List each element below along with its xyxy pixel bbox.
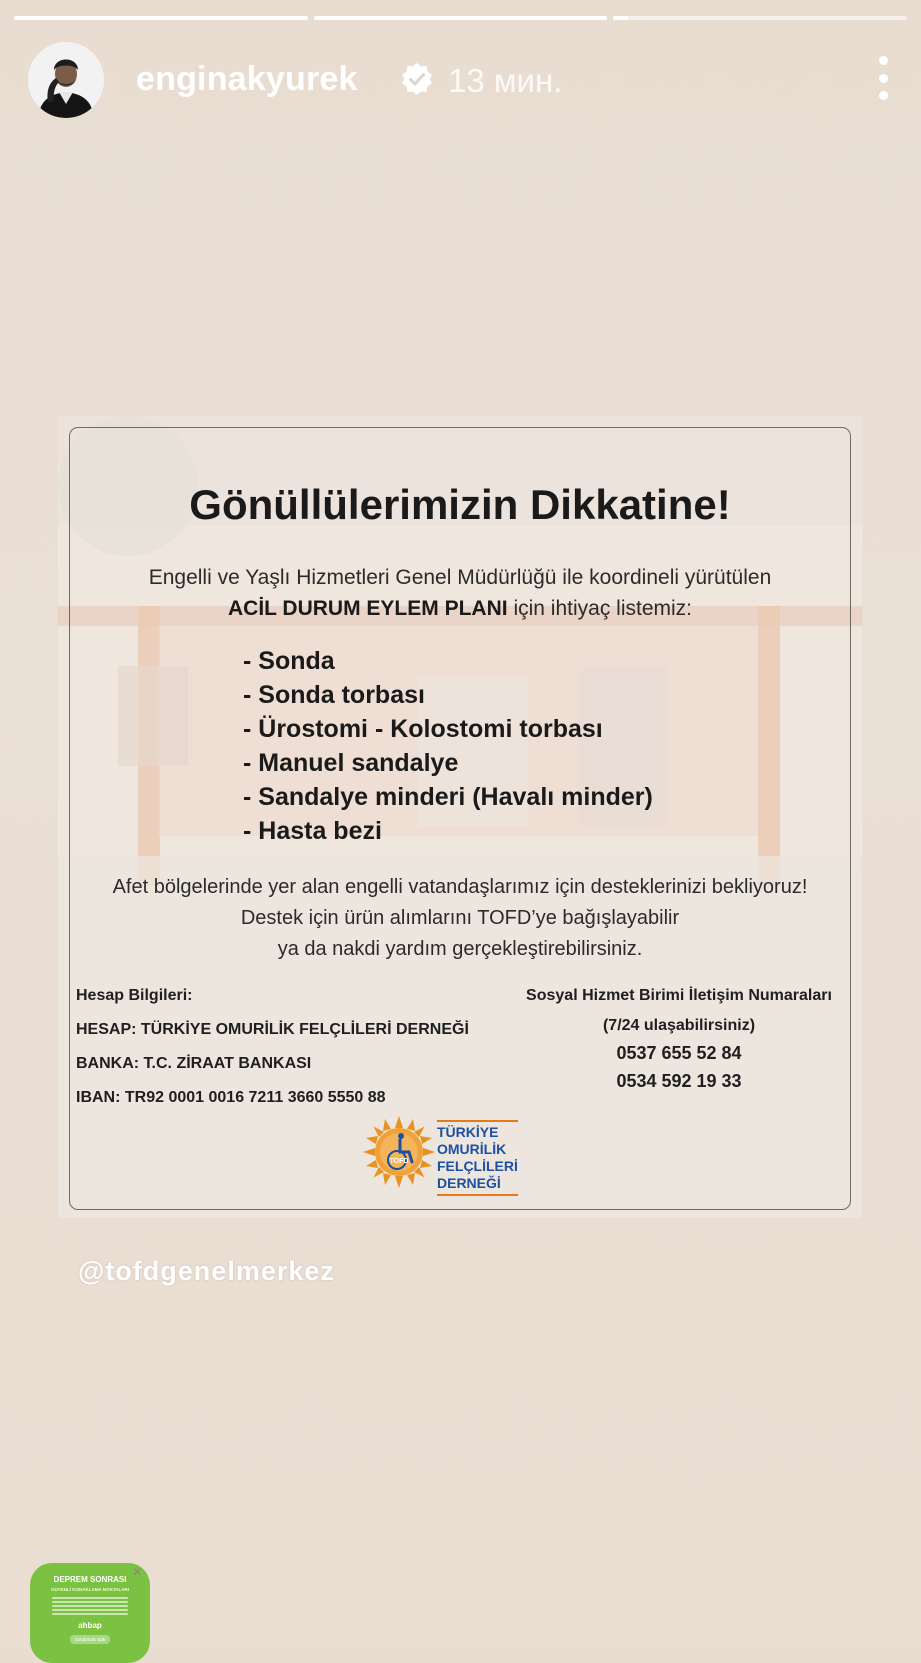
contact-info [504, 979, 854, 1095]
support-message [58, 872, 862, 965]
logo-text [437, 1120, 518, 1196]
phone-number-2: 0534 592 19 33 [616, 1071, 742, 1091]
avatar-image [28, 42, 104, 118]
progress-segment-3 [613, 16, 907, 20]
plan-name: ACİL DURUM EYLEM PLANI [227, 597, 508, 620]
ad-title: DEPREM SONRASI [53, 1575, 127, 1584]
logo-abbreviation: TOFD [389, 1158, 409, 1165]
list-item: - Hasta bezi [243, 817, 382, 845]
poster-intro-line-1: Engelli ve Yaşlı Hizmetleri Genel Müdürlüğü ile koordineli yürütülen [148, 566, 772, 589]
support-line-1: Afet bölgelerinde yer alan engelli vatandaşlarımız için desteklerinizi bekliyoruz! [112, 876, 808, 898]
list-item: - Manuel sandalye [243, 749, 459, 777]
tofd-logo [363, 1116, 533, 1194]
mention-sticker[interactable]: @tofdgenelmerkez [78, 1256, 335, 1286]
story-header [28, 42, 893, 122]
logo-line: TÜRKİYE [437, 1124, 499, 1140]
ad-subtitle: GÜVENLİ KONAKLAMA NOKTALARI [51, 1587, 129, 1592]
poster-title: Gönüllülerimizin Dikkatine! [189, 481, 731, 528]
list-item: - Ürostomi - Kolostomi torbası [243, 715, 603, 743]
bank-info [76, 979, 469, 1115]
progress-fill-3 [613, 16, 628, 20]
story-image-poster [58, 416, 862, 1218]
ad-button[interactable]: Şimdi Bak! Bak [70, 1635, 110, 1644]
bank-iban: IBAN: TR92 0001 0016 7211 3660 5550 88 [76, 1089, 386, 1106]
story-progress-bar [14, 16, 907, 20]
needs-list [243, 644, 653, 848]
list-item: - Sonda [243, 647, 335, 675]
logo-line: FELÇLİLERİ [437, 1158, 518, 1174]
support-line-2: Destek için ürün alımlarını TOFD’ye bağışlayabilir [240, 907, 680, 929]
progress-fill-2 [314, 16, 608, 20]
contact-header: Sosyal Hizmet Birimi İletişim Numaraları [526, 987, 832, 1004]
support-line-3: ya da nakdi yardım gerçekleştirebilirsiniz. [277, 938, 643, 960]
bank-header: Hesap Bilgileri: [76, 987, 193, 1004]
bank-account: HESAP: TÜRKİYE OMURİLİK FELÇLİLERİ DERNEĞİ [76, 1021, 469, 1038]
logo-line: DERNEĞİ [437, 1175, 501, 1191]
progress-fill-1 [14, 16, 308, 20]
list-item: - Sandalye minderi (Havalı minder) [243, 783, 653, 811]
logo-line: OMURİLİK [437, 1141, 507, 1157]
progress-segment-1 [14, 16, 308, 20]
contact-hours: (7/24 ulaşabilirsiniz) [602, 1017, 756, 1034]
verified-badge-icon [400, 62, 434, 96]
progress-segment-2 [314, 16, 608, 20]
username[interactable]: enginakyurek [136, 60, 358, 98]
close-icon[interactable]: ✕ [132, 1565, 143, 1579]
ad-brand: ahbap [78, 1621, 102, 1630]
ad-text-block [52, 1595, 128, 1617]
phone-number-1: 0537 655 52 84 [616, 1043, 742, 1063]
bank-name: BANKA: T.C. ZİRAAT BANKASI [76, 1055, 312, 1072]
list-item: - Sonda torbası [243, 681, 425, 709]
more-options-icon[interactable] [873, 56, 893, 100]
post-timestamp: 13 мин. [448, 62, 563, 99]
avatar[interactable] [28, 42, 104, 118]
tofd-sun-wheelchair-icon [363, 1116, 435, 1188]
poster-intro-line-2 [58, 597, 862, 621]
plan-suffix: için ihtiyaç listemiz: [507, 597, 692, 620]
